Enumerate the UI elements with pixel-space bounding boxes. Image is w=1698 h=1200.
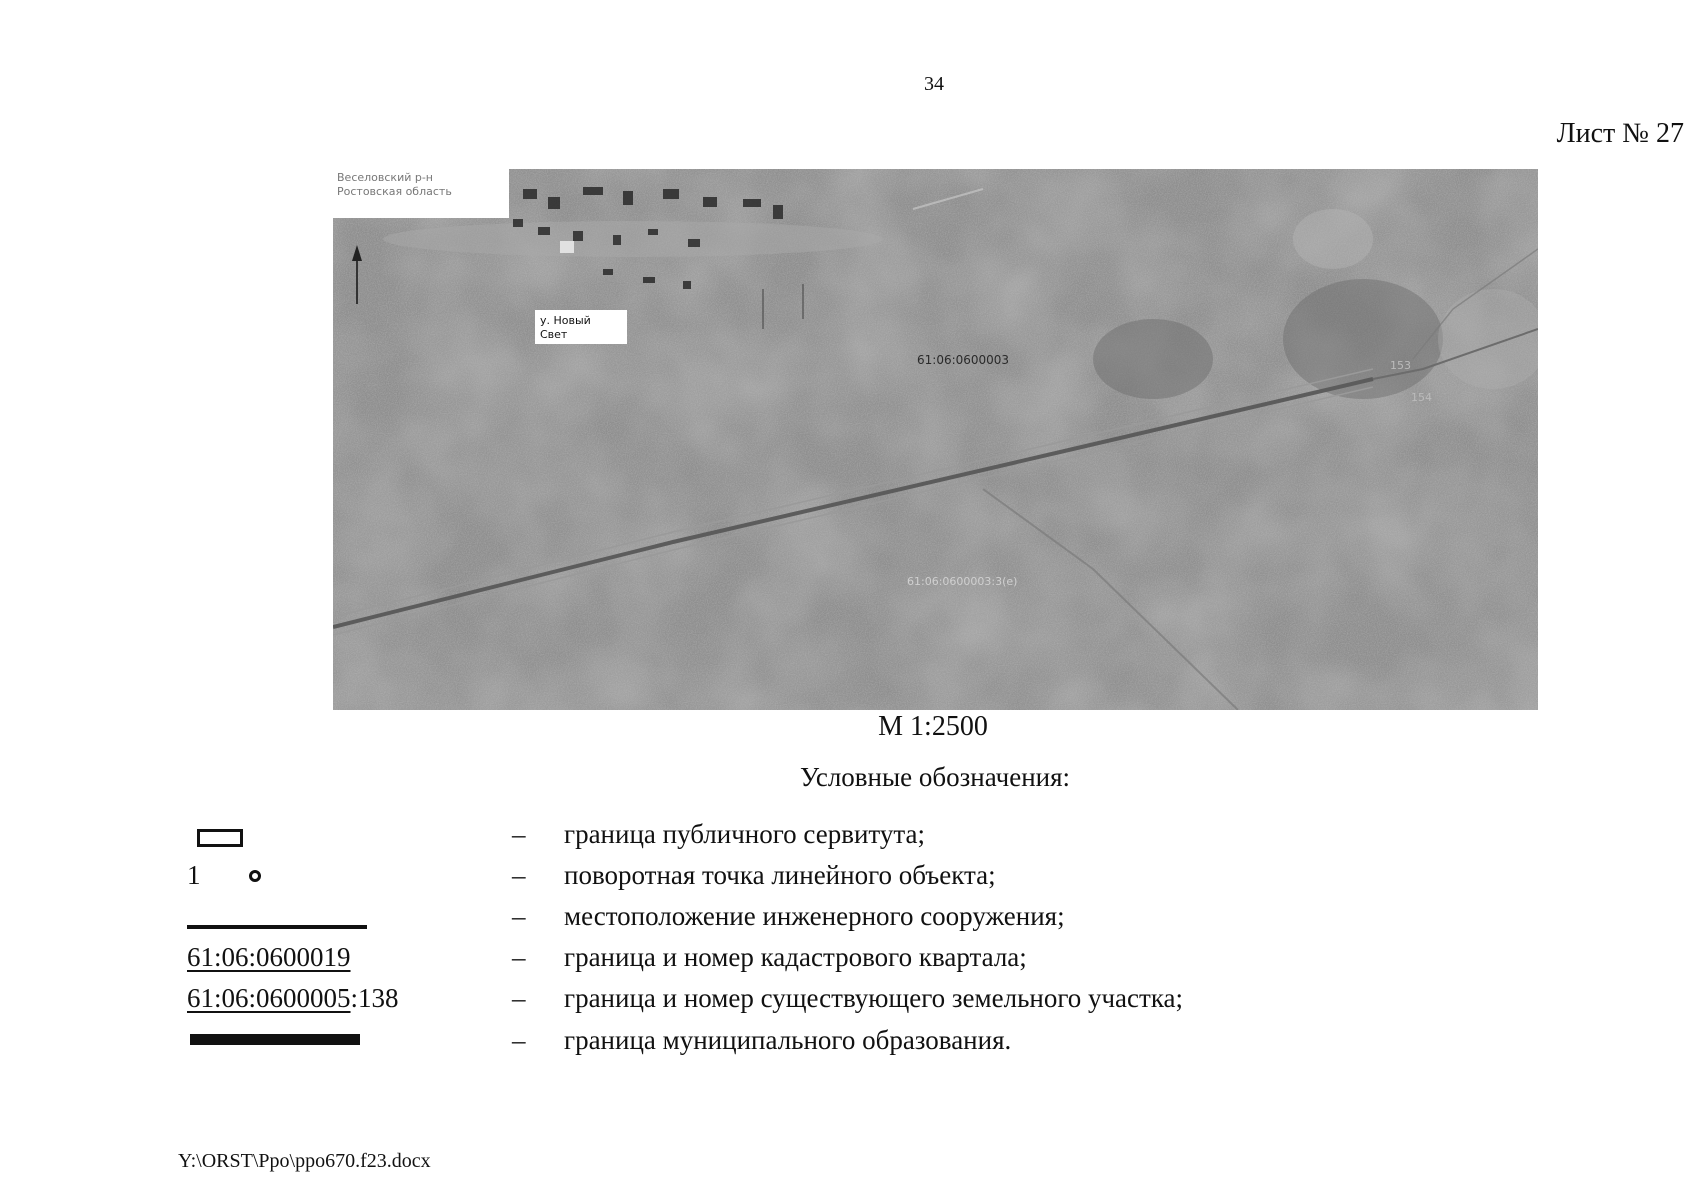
legend-description: граница муниципального образования. <box>564 1025 1012 1055</box>
easement-boundary-rect-icon <box>197 829 243 847</box>
page-number: 34 <box>924 73 944 95</box>
cadastral-quarter-number: 61:06:0600019 <box>187 942 351 972</box>
legend-description: граница и номер существующего земельного участка; <box>564 983 1184 1013</box>
sheet-label: Лист № 27 <box>1556 118 1684 149</box>
legend-dash: – <box>512 983 526 1013</box>
map-image <box>333 169 1538 710</box>
legend-description: поворотная точка линейного объекта; <box>564 860 996 890</box>
legend-title: Условные обозначения: <box>799 762 1071 792</box>
settlement-label-line2: Свет <box>540 328 568 341</box>
legend-row-land-plot <box>0 983 1698 1023</box>
region-label-line1: Веселовский р-н <box>337 171 434 184</box>
legend-description: граница и номер кадастрового квартала; <box>564 942 1027 972</box>
land-plot-number-suffix: :138 <box>350 983 399 1013</box>
region-label-line2: Ростовская область <box>337 185 452 198</box>
engineering-structure-line-icon <box>187 925 367 929</box>
turning-point-circle-icon <box>249 870 261 882</box>
settlement-label-line1: у. Новый <box>540 314 591 327</box>
point-label-1: 153 <box>1390 359 1411 372</box>
point-label-2: 154 <box>1411 391 1432 404</box>
parcel-label: 61:06:0600003:3(е) <box>907 575 1018 588</box>
land-plot-quarter-part: 61:06:0600005 <box>187 983 351 1013</box>
footer-file-path: Y:\ORST\Ppo\ppo670.f23.docx <box>178 1150 431 1172</box>
legend-dash: – <box>512 901 526 931</box>
turning-point-number: 1 <box>187 860 201 890</box>
legend-dash: – <box>512 1025 526 1055</box>
legend-row-municipal-boundary <box>0 1025 1698 1065</box>
legend-row-engineering-structure <box>0 901 1698 941</box>
legend-description: граница публичного сервитута; <box>564 819 925 849</box>
legend-dash: – <box>512 942 526 972</box>
legend-dash: – <box>512 860 526 890</box>
legend-row-easement-boundary <box>0 819 1698 859</box>
legend-row-cadastral-quarter <box>0 942 1698 982</box>
legend-symbol <box>187 983 399 1023</box>
map-scale: М 1:2500 <box>878 711 988 742</box>
legend-description: местоположение инженерного сооружения; <box>564 901 1065 931</box>
legend-dash: – <box>512 819 526 849</box>
legend-row-turning-point <box>0 860 1698 900</box>
quarter-label: 61:06:0600003 <box>917 353 1010 367</box>
municipal-boundary-line-icon <box>190 1034 360 1045</box>
